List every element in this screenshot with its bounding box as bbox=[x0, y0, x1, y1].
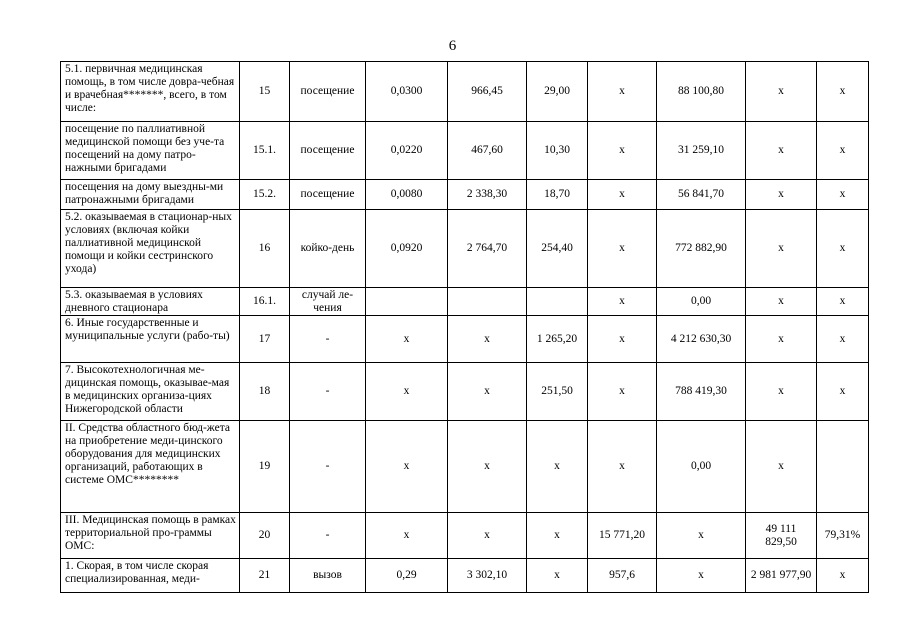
row-name-cell: посещение по паллиативной медицинской помощи без уче-та посещений на дому патро-нажными бригадами bbox=[61, 122, 240, 180]
col8-cell: 0,00 bbox=[657, 288, 746, 316]
col4-cell bbox=[366, 288, 448, 316]
col8-cell: 4 212 630,30 bbox=[657, 316, 746, 363]
unit-cell: посещение bbox=[290, 180, 366, 210]
col6-cell: х bbox=[527, 559, 588, 593]
col10-cell: х bbox=[817, 559, 869, 593]
col9-cell: х bbox=[746, 210, 817, 288]
col9-cell: х bbox=[746, 180, 817, 210]
col10-cell bbox=[817, 421, 869, 513]
row-name-cell: 5.2. оказываемая в стационар-ных условиях (включая койки паллиативной медицинской помощи и койки сестринского ухода) bbox=[61, 210, 240, 288]
unit-cell: случай ле-чения bbox=[290, 288, 366, 316]
col8-cell: 788 419,30 bbox=[657, 363, 746, 421]
table-row bbox=[61, 316, 869, 363]
col8-cell: х bbox=[657, 513, 746, 559]
row-name-cell: 7. Высокотехнологичная ме-дицинская помощь, оказывае-мая в медицинских организа-циях Нижегородской области bbox=[61, 363, 240, 421]
unit-cell: посещение bbox=[290, 122, 366, 180]
row-name-cell: II. Средства областного бюд-жета на приобретение меди-цинского оборудования для медицинских организаций, работающих в системе ОМС******** bbox=[61, 421, 240, 513]
col6-cell: х bbox=[527, 513, 588, 559]
col9-cell: х bbox=[746, 122, 817, 180]
col4-cell: 0,29 bbox=[366, 559, 448, 593]
col7-cell: х bbox=[588, 180, 657, 210]
unit-cell: - bbox=[290, 421, 366, 513]
col5-cell: 2 338,30 bbox=[448, 180, 527, 210]
col6-cell bbox=[527, 288, 588, 316]
table-row bbox=[61, 180, 869, 210]
col10-cell: 79,31% bbox=[817, 513, 869, 559]
row-number-cell: 16.1. bbox=[240, 288, 290, 316]
col4-cell: х bbox=[366, 363, 448, 421]
table-row bbox=[61, 122, 869, 180]
col9-cell: 49 111 829,50 bbox=[746, 513, 817, 559]
col6-cell: 254,40 bbox=[527, 210, 588, 288]
col9-cell: х bbox=[746, 288, 817, 316]
unit-cell: вызов bbox=[290, 559, 366, 593]
col9-cell: х bbox=[746, 363, 817, 421]
row-number-cell: 21 bbox=[240, 559, 290, 593]
unit-cell: - bbox=[290, 513, 366, 559]
col10-cell: х bbox=[817, 122, 869, 180]
unit-cell: - bbox=[290, 363, 366, 421]
col5-cell: х bbox=[448, 363, 527, 421]
unit-cell: посещение bbox=[290, 62, 366, 122]
col10-cell: х bbox=[817, 62, 869, 122]
col4-cell: х bbox=[366, 513, 448, 559]
col7-cell: х bbox=[588, 316, 657, 363]
row-name-cell: 6. Иные государственные и муниципальные услуги (рабо-ты) bbox=[61, 316, 240, 363]
col4-cell: 0,0080 bbox=[366, 180, 448, 210]
table-row bbox=[61, 62, 869, 122]
unit-cell: - bbox=[290, 316, 366, 363]
col4-cell: 0,0300 bbox=[366, 62, 448, 122]
table-row bbox=[61, 288, 869, 316]
col10-cell: х bbox=[817, 180, 869, 210]
row-number-cell: 20 bbox=[240, 513, 290, 559]
col10-cell: х bbox=[817, 363, 869, 421]
table-row bbox=[61, 363, 869, 421]
col8-cell: 56 841,70 bbox=[657, 180, 746, 210]
row-name-cell: III. Медицинская помощь в рамках территориальной про-граммы ОМС: bbox=[61, 513, 240, 559]
row-number-cell: 18 bbox=[240, 363, 290, 421]
col8-cell: 0,00 bbox=[657, 421, 746, 513]
table-row bbox=[61, 210, 869, 288]
table-row bbox=[61, 421, 869, 513]
col5-cell: 467,60 bbox=[448, 122, 527, 180]
col5-cell: 966,45 bbox=[448, 62, 527, 122]
col9-cell: х bbox=[746, 316, 817, 363]
col8-cell: 772 882,90 bbox=[657, 210, 746, 288]
col4-cell: 0,0920 bbox=[366, 210, 448, 288]
unit-cell: койко-день bbox=[290, 210, 366, 288]
col8-cell: 31 259,10 bbox=[657, 122, 746, 180]
row-name-cell: 5.1. первичная медицинская помощь, в том числе довра-чебная и врачебная*******, всего, в том числе: bbox=[61, 62, 240, 122]
col5-cell: х bbox=[448, 316, 527, 363]
col7-cell: х bbox=[588, 122, 657, 180]
col10-cell: х bbox=[817, 210, 869, 288]
col9-cell: х bbox=[746, 421, 817, 513]
col7-cell: х bbox=[588, 363, 657, 421]
col8-cell: 88 100,80 bbox=[657, 62, 746, 122]
row-name-cell: 5.3. оказываемая в условиях дневного стационара bbox=[61, 288, 240, 316]
col10-cell: х bbox=[817, 316, 869, 363]
table-body bbox=[61, 62, 869, 593]
row-name-cell: 1. Скорая, в том числе скорая специализированная, меди- bbox=[61, 559, 240, 593]
col6-cell: 1 265,20 bbox=[527, 316, 588, 363]
row-number-cell: 16 bbox=[240, 210, 290, 288]
col7-cell: х bbox=[588, 421, 657, 513]
col5-cell: 3 302,10 bbox=[448, 559, 527, 593]
row-number-cell: 19 bbox=[240, 421, 290, 513]
col6-cell: 18,70 bbox=[527, 180, 588, 210]
col7-cell: х bbox=[588, 62, 657, 122]
col6-cell: 10,30 bbox=[527, 122, 588, 180]
table-row bbox=[61, 513, 869, 559]
col5-cell: х bbox=[448, 513, 527, 559]
col7-cell: х bbox=[588, 288, 657, 316]
col6-cell: х bbox=[527, 421, 588, 513]
col6-cell: 29,00 bbox=[527, 62, 588, 122]
row-number-cell: 17 bbox=[240, 316, 290, 363]
col7-cell: х bbox=[588, 210, 657, 288]
row-name-cell: посещения на дому выездны-ми патронажными бригадами bbox=[61, 180, 240, 210]
col7-cell: 957,6 bbox=[588, 559, 657, 593]
col9-cell: х bbox=[746, 62, 817, 122]
col4-cell: х bbox=[366, 421, 448, 513]
col5-cell: х bbox=[448, 421, 527, 513]
col5-cell: 2 764,70 bbox=[448, 210, 527, 288]
col10-cell: х bbox=[817, 288, 869, 316]
col5-cell bbox=[448, 288, 527, 316]
col6-cell: 251,50 bbox=[527, 363, 588, 421]
row-number-cell: 15.1. bbox=[240, 122, 290, 180]
col4-cell: х bbox=[366, 316, 448, 363]
col8-cell: х bbox=[657, 559, 746, 593]
funding-table bbox=[60, 61, 869, 593]
page-number: 6 bbox=[448, 38, 457, 54]
row-number-cell: 15.2. bbox=[240, 180, 290, 210]
col7-cell: 15 771,20 bbox=[588, 513, 657, 559]
row-number-cell: 15 bbox=[240, 62, 290, 122]
table-row bbox=[61, 559, 869, 593]
col9-cell: 2 981 977,90 bbox=[746, 559, 817, 593]
col4-cell: 0,0220 bbox=[366, 122, 448, 180]
